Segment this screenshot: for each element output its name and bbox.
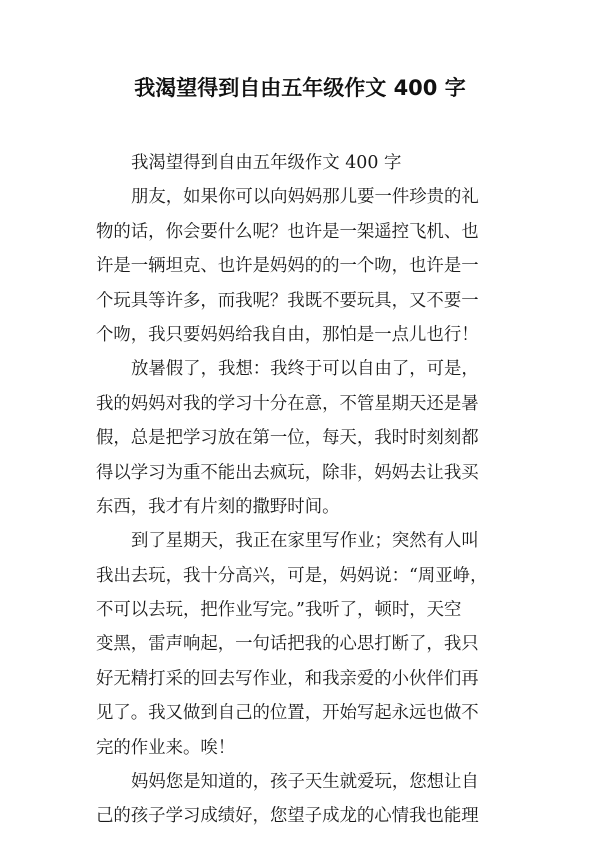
text-line: 妈妈您是知道的，孩子天生就爱玩，您想让自 — [131, 772, 479, 793]
text-line: 我渴望得到自由五年级作文 400 字 — [131, 153, 402, 173]
text-line: 不可以去玩，把作业写完。”我听了，顿时，天空 — [96, 600, 462, 621]
text-line: 我出去玩，我十分高兴，可是，妈妈说：“周亚峥， — [96, 565, 488, 586]
text-line: 放暑假了，我想：我终于可以自由了，可是， — [131, 359, 479, 380]
text-line: 变黑，雷声响起，一句话把我的心思打断了，我只 — [96, 634, 479, 655]
text-line: 到了星期天，我正在家里写作业；突然有人叫 — [131, 531, 479, 552]
text-line: 我的妈妈对我的学习十分在意，不管星期天还是暑 — [96, 393, 479, 414]
text-line: 好无精打采的回去写作业，和我亲爱的小伙伴们再 — [96, 668, 479, 689]
text-line: 完的作业来。唉！ — [96, 737, 236, 758]
text-line: 朋友，如果你可以向妈妈那儿要一件珍贵的礼 — [131, 187, 479, 208]
text-line: 假，总是把学习放在第一位，每天，我时时刻刻都 — [96, 428, 479, 449]
text-line: 见了。我又做到自己的位置，开始写起永远也做不 — [96, 703, 479, 724]
text-line: 己的孩子学习成绩好，您望子成龙的心情我也能理 — [96, 806, 479, 827]
document-body — [96, 146, 508, 834]
text-line: 许是一辆坦克、也许是妈妈的的一个吻，也许是一 — [96, 256, 479, 277]
text-line: 个吻，我只要妈妈给我自由，那怕是一点儿也行！ — [96, 324, 479, 345]
page-title: 我渴望得到自由五年级作文 400 字 — [134, 76, 466, 100]
text-line: 东西，我才有片刻的撒野时间。 — [96, 496, 340, 517]
text-line: 物的话，你会要什么呢？也许是一架遥控飞机、也 — [96, 221, 479, 242]
text-line: 得以学习为重不能出去疯玩，除非，妈妈去让我买 — [96, 462, 479, 483]
text-line: 个玩具等许多，而我呢？我既不要玩具，又不要一 — [96, 290, 479, 311]
